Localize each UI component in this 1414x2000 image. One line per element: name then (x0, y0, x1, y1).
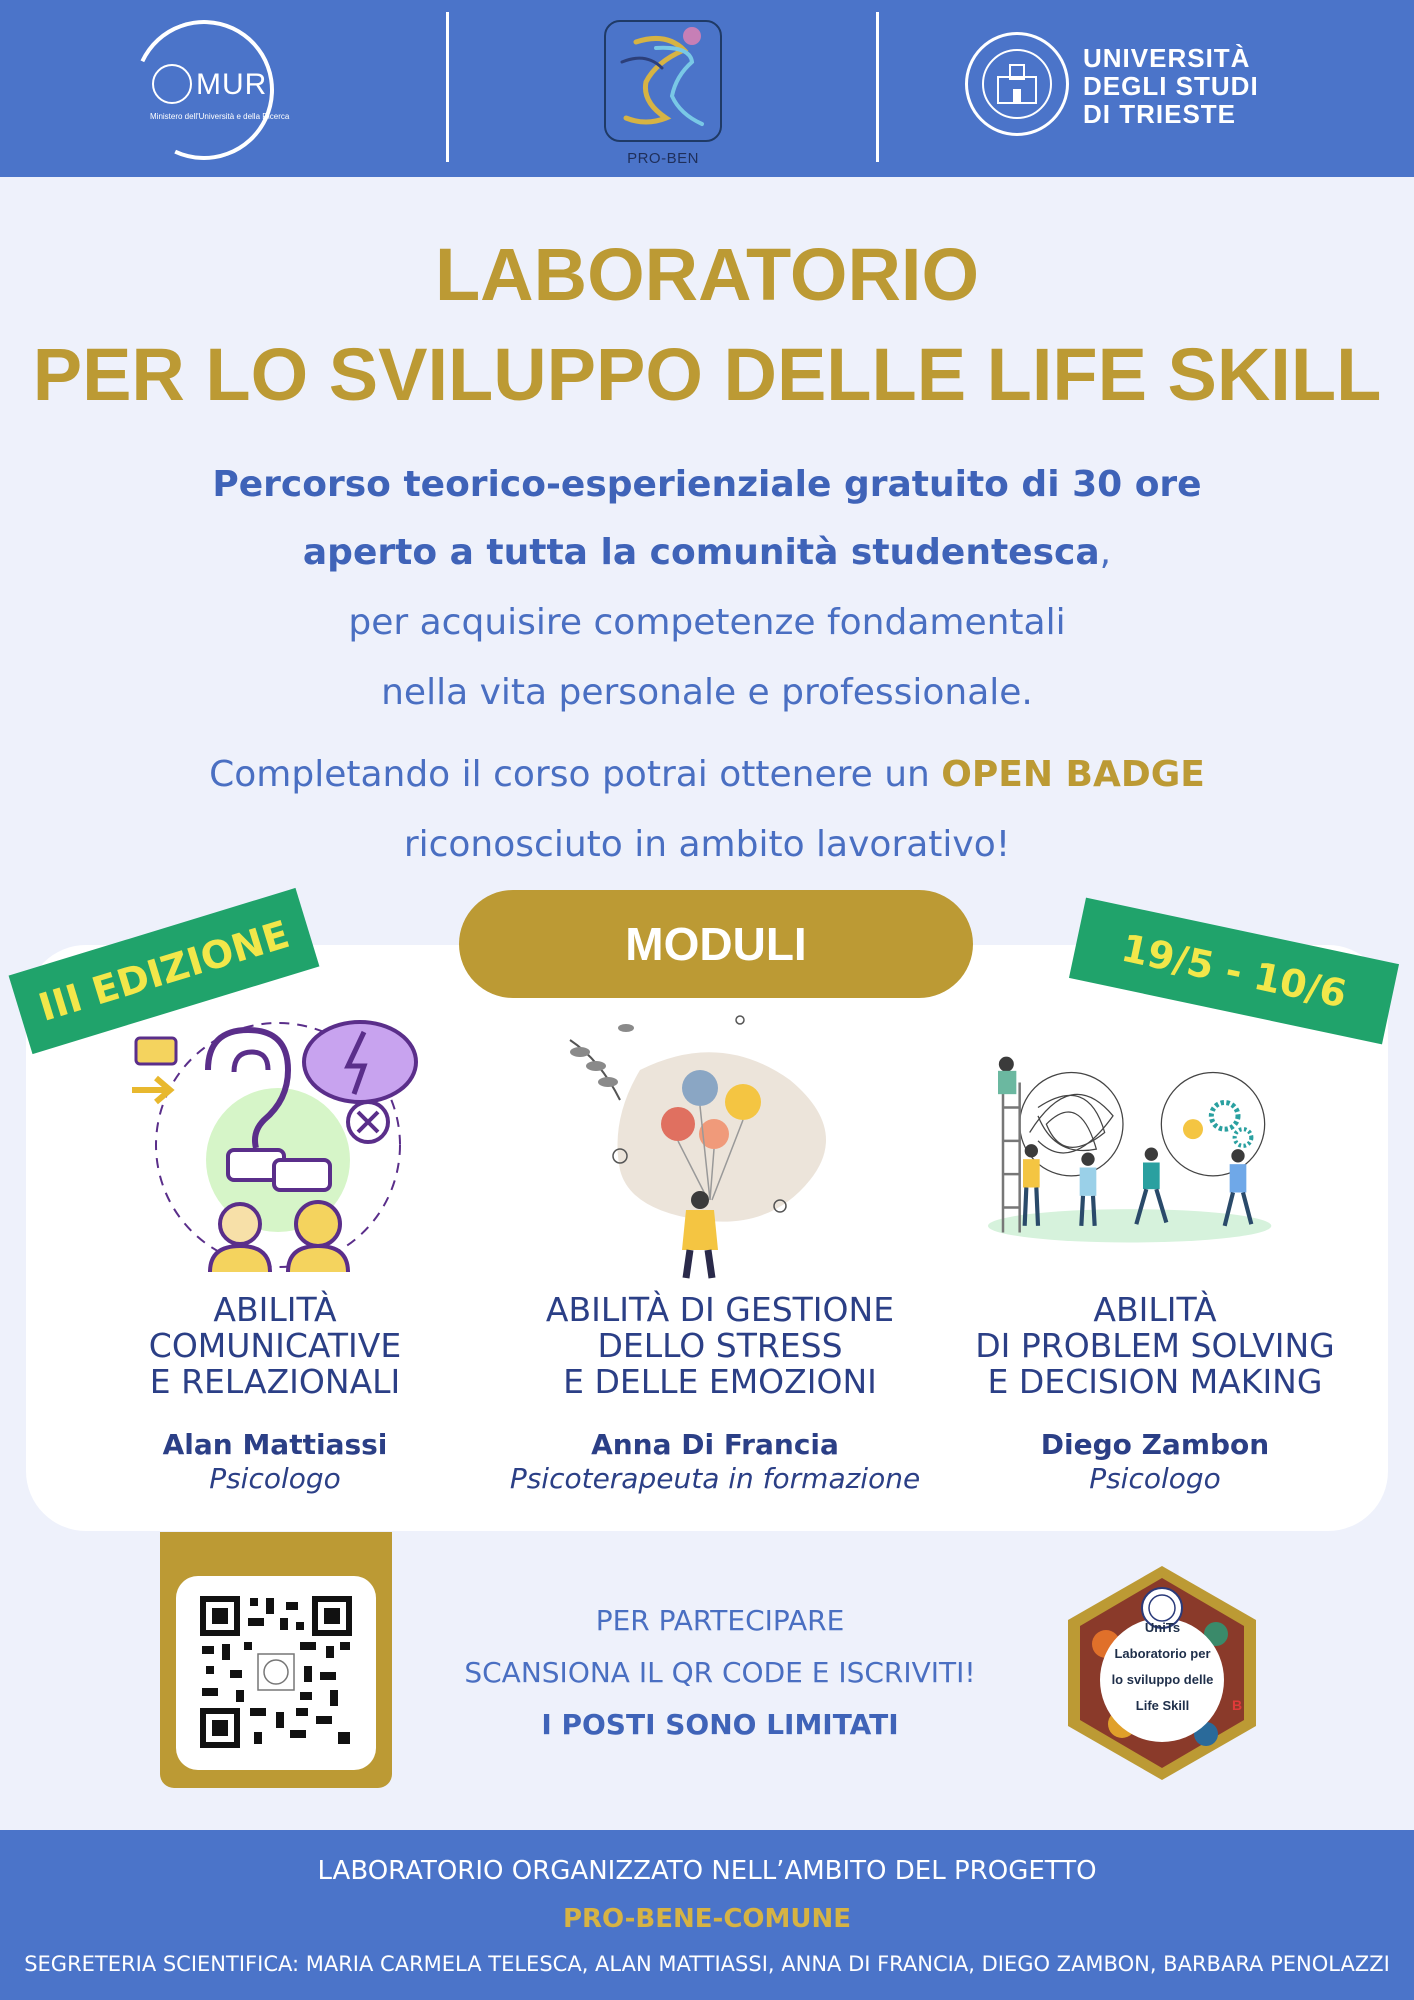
module-title-line: E DELLE EMOZIONI (563, 1362, 877, 1401)
italian-emblem-icon (152, 64, 192, 104)
intro-line-2 (0, 532, 1414, 573)
module-3-role: Psicologo (1089, 1462, 1221, 1495)
open-badge-label: OPEN BADGE (941, 754, 1205, 795)
module-title-line: ABILITÀ (1093, 1290, 1217, 1329)
university-name (1083, 44, 1259, 128)
module-3-title (960, 1292, 1350, 1400)
university-seal-icon (965, 32, 1069, 136)
units-logo (965, 32, 1295, 142)
proben-logo (602, 18, 724, 168)
mur-name: MUR (196, 68, 268, 101)
communication-illustration-icon (128, 1010, 428, 1280)
badge-line-3: lo sviluppo delle (1111, 1672, 1214, 1687)
intro-line-4: nella vita personale e professionale. (381, 672, 1033, 713)
badge-org: UniTs (1144, 1620, 1181, 1635)
header-divider (446, 12, 449, 162)
university-name-line: UNIVERSITÀ (1083, 43, 1251, 73)
qr-code-icon[interactable] (200, 1596, 352, 1748)
module-title-line: DELLO STRESS (597, 1326, 843, 1365)
castle-icon (984, 51, 1050, 117)
module-2-role: Psicoterapeuta in formazione (509, 1462, 921, 1495)
university-name-line: DI TRIESTE (1083, 99, 1237, 129)
problem-solving-illustration-icon (988, 1010, 1288, 1280)
page-title-line-2: PER LO SVILUPPO DELLE LIFE SKILL (32, 333, 1382, 416)
intro-line-5-text: Completando il corso potrai ottenere un (209, 754, 942, 795)
edition-ribbon: III EDIZIONE (9, 888, 320, 1054)
module-1-instructor: Alan Mattiassi (162, 1428, 388, 1461)
runner-brain-icon (606, 22, 724, 144)
module-1-role: Psicologo (209, 1462, 341, 1495)
intro-line-5 (0, 754, 1414, 795)
header-divider (876, 12, 879, 162)
page-title-line-1: LABORATORIO (434, 233, 979, 316)
footer-project-line: LABORATORIO ORGANIZZATO NELL’AMBITO DEL PROGETTO (317, 1856, 1097, 1886)
cta-limited-seats: I POSTI SONO LIMITATI (541, 1708, 899, 1741)
dates-ribbon: 19/5 - 10/6 (1069, 898, 1399, 1045)
header-bar (0, 0, 1414, 177)
module-title-line: E DECISION MAKING (987, 1362, 1323, 1401)
mur-subtitle: Ministero dell'Università e della Ricerca (150, 112, 290, 121)
university-name-line: DEGLI STUDI (1083, 71, 1259, 101)
module-title-line: DI PROBLEM SOLVING (975, 1326, 1335, 1365)
intro-line-1: Percorso teorico-esperienziale gratuito di 30 ore (212, 464, 1202, 505)
cta-line-1: PER PARTECIPARE (595, 1604, 845, 1637)
footer-bar (0, 1830, 1414, 2000)
svg-text:B: B (1232, 1697, 1243, 1713)
module-title-line: E RELAZIONALI (149, 1362, 401, 1401)
module-title-line: ABILITÀ (213, 1290, 337, 1329)
module-title-line: COMUNICATIVE (148, 1326, 402, 1365)
intro-line-3: per acquisire competenze fondamentali (348, 602, 1066, 643)
module-1-title (110, 1292, 440, 1400)
module-2-instructor: Anna Di Francia (591, 1428, 839, 1461)
badge-line-2: Laboratorio per (1114, 1646, 1211, 1661)
cta-line-2: SCANSIONA IL QR CODE E ISCRIVITI! (464, 1656, 976, 1689)
module-title-line: ABILITÀ DI GESTIONE (545, 1290, 895, 1329)
footer-secretariat: SEGRETERIA SCIENTIFICA: MARIA CARMELA TELESCA, ALAN MATTIASSI, ANNA DI FRANCIA, DIEGO ZAMBON, BARBARA PENOLAZZI (24, 1952, 1390, 1976)
intro-line-6: riconosciuto in ambito lavorativo! (403, 824, 1011, 865)
intro-line-2-rest: , (1099, 532, 1112, 573)
emotions-illustration-icon (550, 1010, 850, 1280)
proben-name: PRO-BEN (627, 150, 699, 167)
badge-line-4: Life Skill (1135, 1698, 1190, 1713)
module-2-title (480, 1292, 960, 1400)
modules-label: MODULI (459, 890, 973, 998)
university-seal-inner (982, 49, 1052, 119)
module-3-instructor: Diego Zambon (1040, 1428, 1270, 1461)
intro-line-2-bold: aperto a tutta la comunità studentesca (302, 532, 1100, 573)
mur-logo (134, 20, 290, 165)
footer-project-name: PRO-BENE-COMUNE (562, 1904, 852, 1934)
proben-logo-box (604, 20, 722, 142)
